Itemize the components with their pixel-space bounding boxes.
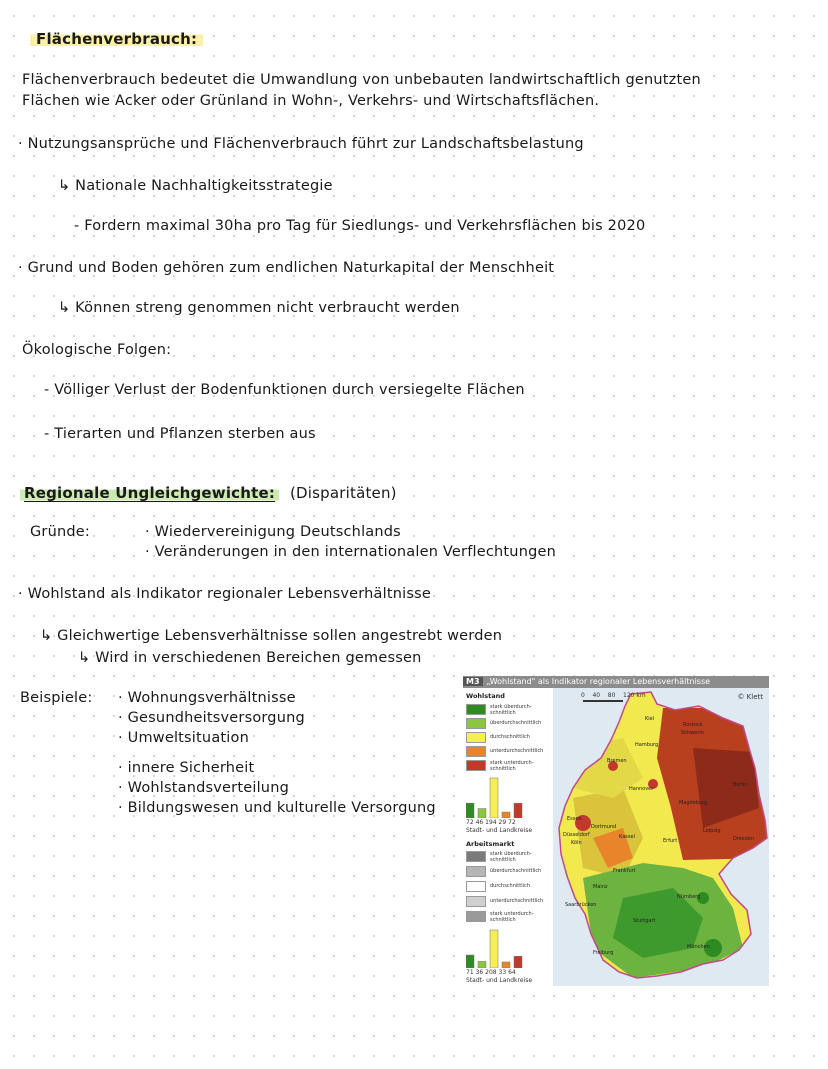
count-label: 46 [475,819,484,826]
bullet-grund-boden-text: Grund und Boden gehören zum endlichen Naturkapital der Menschheit [27,260,555,276]
scale-value: 80 [607,692,616,699]
bar [478,961,486,968]
legend-swatch [466,760,486,771]
beispiel-item: · Wohlstandsverteilung [118,780,289,796]
legend-swatch [466,881,486,892]
sub-gleichwertig [40,628,502,644]
scale-bar [581,692,646,699]
legend-swatch [466,896,486,907]
legend-arbeitsmarkt-title: Arbeitsmarkt [466,840,515,848]
legend-swatch [466,704,486,715]
publisher-credit: © Klett [737,693,763,701]
sub-nicht-verbraucht [58,300,460,316]
count-label: 33 [498,969,507,976]
bar [502,962,510,968]
figure-tag: M3 [463,677,483,686]
beispiel-item-text: Wohlstandsverteilung [127,780,289,796]
oeko-item-1: - Völliger Verlust der Bodenfunktionen durch versiegelte Flächen [44,382,525,398]
legend-label: stark unterdurch-schnittlich [490,760,534,772]
legend-label: überdurchschnittlich [490,868,542,874]
city-label: Saarbrücken [565,902,597,908]
section-title-flaechenverbrauch: Flächenverbrauch: [30,30,203,48]
scale-value: 120 km [623,692,646,699]
bar [514,803,522,818]
beispiel-item: · innere Sicherheit [118,760,255,776]
legend-swatch [466,911,486,922]
definition-line-2: Flächen wie Acker oder Grünland in Wohn-, Verkehrs- und Wirtschaftsflächen. [22,93,600,109]
legend-label: stark unterdurch-schnittlich [490,911,534,923]
section-title-regional-suffix: (Disparitäten) [289,484,397,502]
legend-swatch [466,866,486,877]
count-label: 72 [508,819,516,826]
beispiel-item-text: Bildungswesen und kulturelle Versorgung [127,800,436,816]
arbeitsmarkt-bar-chart [466,928,536,968]
arrow-icon: ↳ [40,628,58,644]
city-label: Dortmund [591,824,617,830]
legend-swatch [466,718,486,729]
definition-line-1: Flächenverbrauch bedeutet die Umwandlung von unbebauten landwirtschaftlich genutzten [22,72,701,88]
beispiel-item: · Bildungswesen und kulturelle Versorgung [118,800,436,816]
figure-title: „Wohlstand" als Indikator regionaler Lebensverhältnisse [486,677,711,686]
city-label: München [687,944,710,950]
legend-label: überdurchschnittlich [490,720,542,726]
bar-caption: Stadt- und Landkreise [466,827,533,834]
wohlstand-bar-chart [466,776,536,818]
gruende-label: Gründe: [30,524,90,540]
legend-wohlstand-title: Wohlstand [466,692,505,700]
city-label: Düsseldorf [563,832,590,838]
bullet-grund-boden: · Grund und Boden gehören zum endlichen Naturkapital der Menschheit [18,260,555,276]
bullet-wohlstand-text: Wohlstand als Indikator regionaler Lebensverhältnisse [27,586,431,602]
sub-nicht-verbraucht-text: Können streng genommen nicht verbraucht werden [75,300,460,316]
sub-nachhaltigkeit-text: Nationale Nachhaltigkeitsstrategie [75,178,333,194]
legend-swatch [466,851,486,862]
legend-swatch [466,732,486,743]
bar [478,809,486,818]
scale-bar-line [583,700,623,702]
city-label: Frankfurt [613,868,636,874]
gruende-item-1-text: Wiedervereinigung Deutschlands [154,524,401,540]
city-label: Bremen [607,758,627,764]
gruende-item-1: · Wiedervereinigung Deutschlands [145,524,401,540]
count-label: 36 [475,969,484,976]
count-label: 208 [485,969,497,976]
sub-nachhaltigkeit [58,178,333,194]
city-label: Hannover [629,786,654,792]
count-label: 29 [498,819,507,826]
gruende-item-2: · Veränderungen in den internationalen Verflechtungen [145,544,557,560]
oeko-title: Ökologische Folgen: [22,342,172,358]
city-label: Köln [571,840,582,846]
legend-label: durchschnittlich [490,734,530,740]
city-label: Kiel [645,716,655,722]
city-label: Erfurt [663,838,678,844]
legend-label: unterdurchschnittlich [490,898,544,904]
beispiel-item: · Gesundheitsversorgung [118,710,305,726]
city-label: Stuttgart [633,918,656,924]
city-label: Leipzig [703,828,721,834]
bar [490,930,498,968]
beispiel-item-text: Wohnungsverhältnisse [127,690,296,706]
arrow-icon: ↳ [78,650,96,666]
city-label: Rostock [683,722,703,728]
beispiel-item-text: Gesundheitsversorgung [127,710,305,726]
city-label: Nürnberg [677,894,701,900]
sub-gemessen [78,650,421,666]
city-label: Kassel [619,834,635,840]
sub-gemessen-text: Wird in verschiedenen Bereichen gemessen [95,650,422,666]
beispiel-item-text: innere Sicherheit [127,760,255,776]
sub-30ha: - Fordern maximal 30ha pro Tag für Siedlungs- und Verkehrsflächen bis 2020 [74,218,646,234]
beispiel-item: · Umweltsituation [118,730,249,746]
bar-caption: Stadt- und Landkreise [466,977,533,984]
sub-gleichwertig-text: Gleichwertige Lebensverhältnisse sollen angestrebt werden [57,628,503,644]
count-label: 64 [508,969,516,976]
legend-label: unterdurchschnittlich [490,748,544,754]
scale-value: 40 [592,692,601,699]
wohlstand-counts [466,819,516,826]
city-label: Berlin [733,782,748,788]
legend-label: stark überdurch-schnittlich [490,851,532,863]
bar [466,955,474,968]
bullet-nutzung: · Nutzungsansprüche und Flächenverbrauch führt zur Landschaftsbelastung [18,136,584,152]
count-label: 194 [485,819,497,826]
bullet-nutzung-text: Nutzungsansprüche und Flächenverbrauch führt zur Landschaftsbelastung [27,136,584,152]
bar [466,803,474,818]
city-label: Magdeburg [679,800,708,806]
figure-header [463,676,769,688]
count-label: 71 [466,969,474,976]
beispiele-label: Beispiele: [20,690,93,706]
legend-swatch [466,746,486,757]
count-label: 72 [466,819,474,826]
city-label: Freiburg [593,950,614,956]
section-title-regional [20,484,397,502]
section-title-regional-text: Regionale Ungleichgewichte: [20,484,279,502]
city-label: Dresden [733,836,754,842]
arbeitsmarkt-counts [466,969,516,976]
city-label: Schwerin [681,730,704,736]
bar [490,778,498,818]
arrow-icon: ↳ [58,300,76,316]
city-label: Mainz [593,884,608,890]
city-label: Essen [567,816,582,822]
legend-label: stark überdurch-schnittlich [490,704,532,716]
bar [514,956,522,968]
bar [502,812,510,818]
bullet-wohlstand: · Wohlstand als Indikator regionaler Lebensverhältnisse [18,586,431,602]
oeko-item-2: - Tierarten und Pflanzen sterben aus [44,426,316,442]
gruende-item-2-text: Veränderungen in den internationalen Verflechtungen [154,544,557,560]
legend-label: durchschnittlich [490,883,530,889]
figure-wohlstand-map [463,676,769,986]
germany-map [553,688,769,986]
beispiel-item: · Wohnungsverhältnisse [118,690,296,706]
arrow-icon: ↳ [58,178,76,194]
beispiel-item-text: Umweltsituation [127,730,249,746]
city-label: Hamburg [635,742,659,748]
scale-value: 0 [581,692,585,699]
